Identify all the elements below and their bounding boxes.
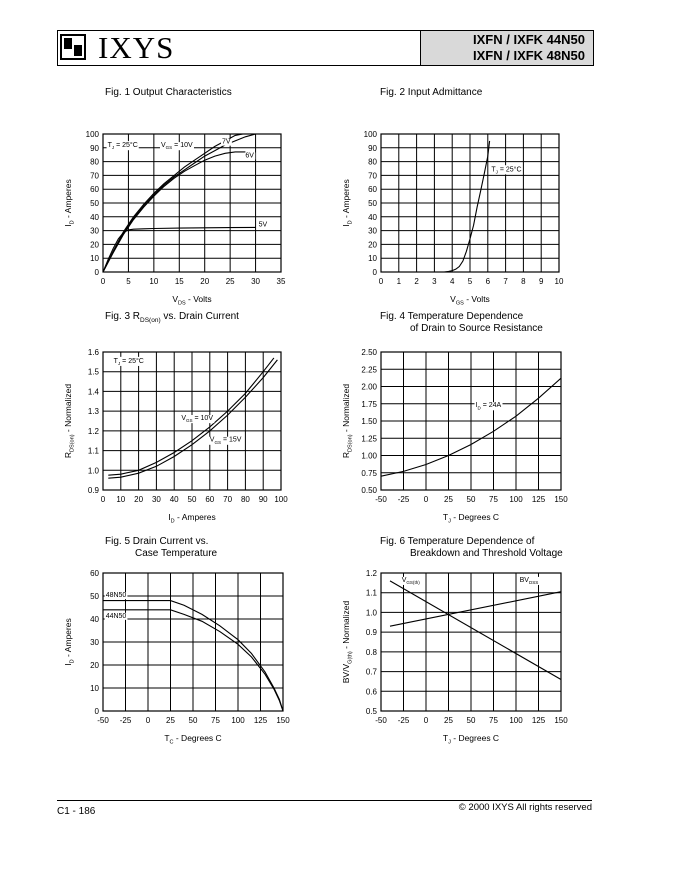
fig1-y-tick-label: 10	[90, 254, 99, 264]
fig2-x-tick-label: 5	[467, 277, 473, 286]
fig6-y-tick-label: 0.7	[365, 667, 377, 677]
fig6-title-line2: Breakdown and Threshold Voltage	[410, 548, 563, 559]
fig4-x-axis-label: $T_J$ - Degrees C	[442, 512, 500, 525]
fig6-x-tick-label: 50	[466, 716, 476, 725]
fig2-y-tick-label: 100	[363, 130, 377, 139]
ixys-logo-icon	[60, 34, 86, 60]
fig5-x-tick-label: 150	[276, 716, 290, 725]
fig6-annotation-0: $V_{GS(th)}$	[401, 576, 420, 585]
fig6-y-tick-label: 1.1	[365, 588, 377, 598]
fig3-y-tick-label: 1.0	[87, 466, 99, 476]
fig3-y-tick-label: 1.4	[87, 387, 99, 397]
fig3-x-tick-label: 40	[169, 495, 179, 504]
fig4-x-tick-label: -25	[397, 495, 410, 504]
fig4-y-tick-label: 2.50	[361, 348, 377, 357]
fig6-y-tick-label: 1.0	[365, 608, 377, 618]
fig1-annotation-1: $V_{GS} = 10V$	[160, 142, 193, 151]
fig6-series-line-0	[390, 581, 561, 680]
fig5-y-tick-label: 40	[90, 615, 99, 624]
fig5-x-tick-label: 50	[188, 716, 198, 725]
fig4-x-tick-label: 0	[423, 495, 429, 504]
fig1-y-tick-label: 90	[90, 143, 99, 153]
fig1-title: Fig. 1 Output Characteristics	[105, 87, 232, 98]
fig2-y-tick-label: 30	[368, 226, 377, 236]
fig2-x-axis-label: $V_{GS}$ - Volts	[450, 294, 490, 307]
fig1-x-tick-label: 0	[100, 277, 106, 286]
fig2-y-tick-label: 90	[368, 143, 377, 153]
fig1-y-tick-label: 40	[90, 212, 99, 222]
fig3-x-axis-label: $I_D$ - Amperes	[168, 512, 216, 525]
fig3-title-tail: vs. Drain Current	[160, 311, 239, 322]
fig5-x-tick-label: 0	[145, 716, 151, 725]
fig1-annotation-4: 5V	[258, 221, 268, 229]
fig1-annotation-2: 7V	[222, 138, 231, 146]
fig2-series-line-0	[444, 141, 489, 272]
fig6-annotation-1: $BV_{DSS}$	[519, 576, 539, 585]
fig3-y-axis-label: $R_{DS(on)}$ - Normalized	[63, 383, 76, 459]
fig6-y-tick-label: 0.6	[365, 687, 377, 697]
fig4-y-axis-label: $R_{DS(on)}$ - Normalized	[341, 383, 354, 459]
fig2-y-tick-label: 40	[368, 212, 377, 222]
fig3-y-tick-label: 1.2	[87, 426, 99, 436]
fig3-title	[105, 311, 239, 327]
fig4-annotation-0: $I_D = 24A$	[475, 402, 502, 411]
fig6-x-axis-label: $T_J$ - Degrees C	[442, 733, 500, 746]
fig3-title-sub: DS(on)	[140, 317, 161, 324]
fig1-y-axis-label: $I_D$ - Amperes	[63, 179, 76, 227]
fig4-x-tick-label: 150	[554, 495, 568, 504]
fig3-y-tick-label: 1.5	[87, 367, 99, 377]
fig1-y-tick-label: 80	[90, 157, 99, 167]
fig2-x-tick-label: 7	[503, 277, 508, 286]
fig1-y-tick-label: 20	[90, 240, 99, 250]
fig6-title	[380, 536, 563, 560]
fig6-x-tick-label: 0	[423, 716, 429, 725]
fig4-y-tick-label: 2.25	[361, 365, 377, 375]
fig2-y-tick-label: 10	[368, 254, 377, 264]
fig4-y-tick-label: 1.00	[361, 451, 377, 461]
footer-divider	[57, 800, 592, 801]
fig6-x-tick-label: 75	[489, 716, 498, 725]
fig5-chart	[58, 567, 306, 749]
fig6-x-tick-label: 125	[531, 716, 546, 725]
fig1-x-axis-label: $V_{DS}$ - Volts	[172, 294, 212, 307]
fig5-y-axis-label: $I_D$ - Amperes	[63, 618, 76, 666]
fig2-x-tick-label: 10	[554, 277, 564, 286]
part-line-2: IXFN / IXFK 48N50	[473, 48, 585, 63]
fig5-title-line2: Case Temperature	[135, 548, 218, 559]
fig3-annotation-1: $V_{GS} = 10V$	[181, 415, 214, 424]
fig2-y-tick-label: 50	[368, 199, 377, 208]
fig3-x-tick-label: 100	[274, 495, 288, 504]
fig2-x-tick-label: 3	[432, 277, 437, 286]
fig6-y-tick-label: 0.8	[365, 647, 377, 657]
page-header	[57, 30, 594, 66]
fig4-y-tick-label: 0.75	[361, 468, 377, 478]
fig1-x-tick-label: 35	[276, 277, 286, 286]
fig1-y-tick-label: 100	[85, 130, 99, 139]
fig1-series-line-2	[103, 152, 245, 272]
fig4-title	[380, 311, 543, 335]
fig3-x-tick-label: 80	[240, 495, 250, 504]
fig2-y-tick-label: 80	[368, 157, 377, 167]
fig1-y-tick-label: 70	[90, 171, 99, 181]
fig3-x-tick-label: 90	[258, 495, 268, 504]
fig1-annotation-0: $T_J = 25^\circ C$	[107, 142, 138, 151]
fig6-x-tick-label: 100	[509, 716, 523, 725]
fig2-chart	[333, 128, 581, 310]
fig5-x-tick-label: -50	[97, 716, 109, 725]
fig4-x-tick-label: 125	[531, 495, 546, 504]
fig1-x-tick-label: 15	[174, 277, 184, 286]
fig4-title-line1: Fig. 4 Temperature Dependence	[380, 311, 524, 322]
fig5-y-tick-label: 60	[90, 569, 99, 578]
fig5-y-tick-label: 50	[90, 592, 99, 601]
fig6-y-tick-label: 1.2	[365, 569, 377, 578]
fig1-x-tick-label: 30	[251, 277, 261, 286]
fig4-y-tick-label: 1.50	[361, 417, 377, 426]
fig3-annotation-0: $T_J = 25^\circ C$	[113, 357, 144, 366]
page-code: C1 - 186	[57, 806, 96, 817]
fig4-title-line2: of Drain to Source Resistance	[410, 323, 543, 334]
fig1-annotation-3: 6V	[245, 152, 254, 160]
fig3-x-tick-label: 0	[100, 495, 106, 504]
fig4-y-tick-label: 2.00	[361, 382, 377, 392]
fig3-x-tick-label: 50	[187, 495, 197, 504]
fig6-x-tick-label: -50	[375, 716, 387, 725]
fig5-annotation-1: 44N50	[105, 612, 127, 620]
fig5-y-tick-label: 10	[90, 684, 99, 693]
fig1-y-tick-label: 0	[94, 268, 99, 277]
fig2-y-axis-label: $I_D$ - Amperes	[341, 179, 354, 227]
fig4-y-tick-label: 1.75	[361, 399, 377, 409]
fig4-x-tick-label: 25	[444, 495, 453, 504]
fig3-x-tick-label: 20	[134, 495, 144, 504]
fig4-y-tick-label: 0.50	[361, 486, 377, 495]
copyright: © 2000 IXYS All rights reserved	[458, 802, 592, 813]
fig2-y-tick-label: 60	[368, 185, 377, 195]
fig1-y-tick-label: 30	[90, 226, 99, 236]
fig5-x-tick-label: 75	[211, 716, 220, 725]
fig3-x-tick-label: 30	[151, 495, 161, 504]
fig5-x-tick-label: -25	[119, 716, 132, 725]
fig6-x-tick-label: 150	[554, 716, 568, 725]
fig1-x-tick-label: 20	[200, 277, 210, 286]
fig6-y-axis-label: $BV/V_{G(th)}$ - Normalized	[341, 600, 354, 684]
fig2-annotation-0: $T_J = 25^\circ C$	[491, 166, 522, 175]
fig3-y-tick-label: 1.1	[87, 446, 99, 456]
fig2-x-tick-label: 0	[378, 277, 384, 286]
part-line-1: IXFN / IXFK 44N50	[473, 32, 585, 47]
fig4-x-tick-label: 75	[489, 495, 498, 504]
fig1-y-tick-label: 50	[90, 199, 99, 208]
fig5-x-tick-label: 125	[253, 716, 268, 725]
fig5-annotation-0: 48N50	[105, 592, 127, 600]
fig3-y-tick-label: 0.9	[87, 486, 99, 495]
fig1-x-tick-label: 10	[149, 277, 159, 286]
fig3-title-main: Fig. 3 R	[105, 311, 141, 322]
fig2-x-tick-label: 6	[485, 277, 491, 286]
fig3-x-tick-label: 60	[205, 495, 215, 504]
fig1-x-tick-label: 25	[225, 277, 235, 286]
fig2-y-tick-label: 0	[372, 268, 377, 277]
fig2-x-tick-label: 1	[396, 277, 402, 286]
fig3-y-tick-label: 1.6	[87, 348, 99, 357]
fig5-x-axis-label: $T_C$ - Degrees C	[164, 733, 222, 746]
fig1-x-tick-label: 5	[126, 277, 131, 286]
brand-name: IXYS	[98, 30, 175, 65]
fig6-x-tick-label: 25	[444, 716, 453, 725]
fig5-y-tick-label: 30	[90, 638, 99, 647]
fig5-x-tick-label: 25	[166, 716, 175, 725]
fig5-title	[105, 536, 217, 560]
fig3-x-tick-label: 10	[116, 495, 126, 504]
fig1-y-tick-label: 60	[90, 185, 99, 195]
part-numbers	[420, 31, 593, 65]
fig4-x-tick-label: 50	[466, 495, 476, 504]
fig6-chart	[333, 567, 581, 749]
fig5-x-tick-label: 100	[231, 716, 245, 725]
fig6-x-tick-label: -25	[397, 716, 410, 725]
fig4-x-tick-label: -50	[375, 495, 387, 504]
fig3-y-tick-label: 1.3	[87, 407, 99, 417]
fig5-y-tick-label: 0	[94, 707, 99, 716]
fig2-x-tick-label: 4	[449, 277, 455, 286]
fig6-y-tick-label: 0.5	[365, 707, 377, 716]
fig2-x-tick-label: 2	[414, 277, 419, 286]
fig6-y-tick-label: 0.9	[365, 628, 377, 638]
fig3-chart	[58, 346, 306, 528]
fig5-y-tick-label: 20	[90, 661, 99, 670]
fig1-chart	[58, 128, 306, 310]
fig2-y-tick-label: 70	[368, 171, 377, 181]
fig2-y-tick-label: 20	[368, 240, 377, 250]
fig3-x-tick-label: 70	[223, 495, 233, 504]
fig4-x-tick-label: 100	[509, 495, 523, 504]
fig4-y-tick-label: 1.25	[361, 434, 377, 444]
fig6-title-line1: Fig. 6 Temperature Dependence of	[380, 536, 535, 547]
fig2-x-tick-label: 8	[521, 277, 526, 286]
fig2-x-tick-label: 9	[538, 277, 544, 286]
fig2-title: Fig. 2 Input Admittance	[380, 87, 483, 98]
fig3-annotation-2: $V_{GS} = 15V$	[209, 436, 242, 445]
fig4-chart	[333, 346, 581, 528]
fig5-title-line1: Fig. 5 Drain Current vs.	[105, 536, 209, 547]
fig6-series-line-1	[390, 592, 561, 627]
